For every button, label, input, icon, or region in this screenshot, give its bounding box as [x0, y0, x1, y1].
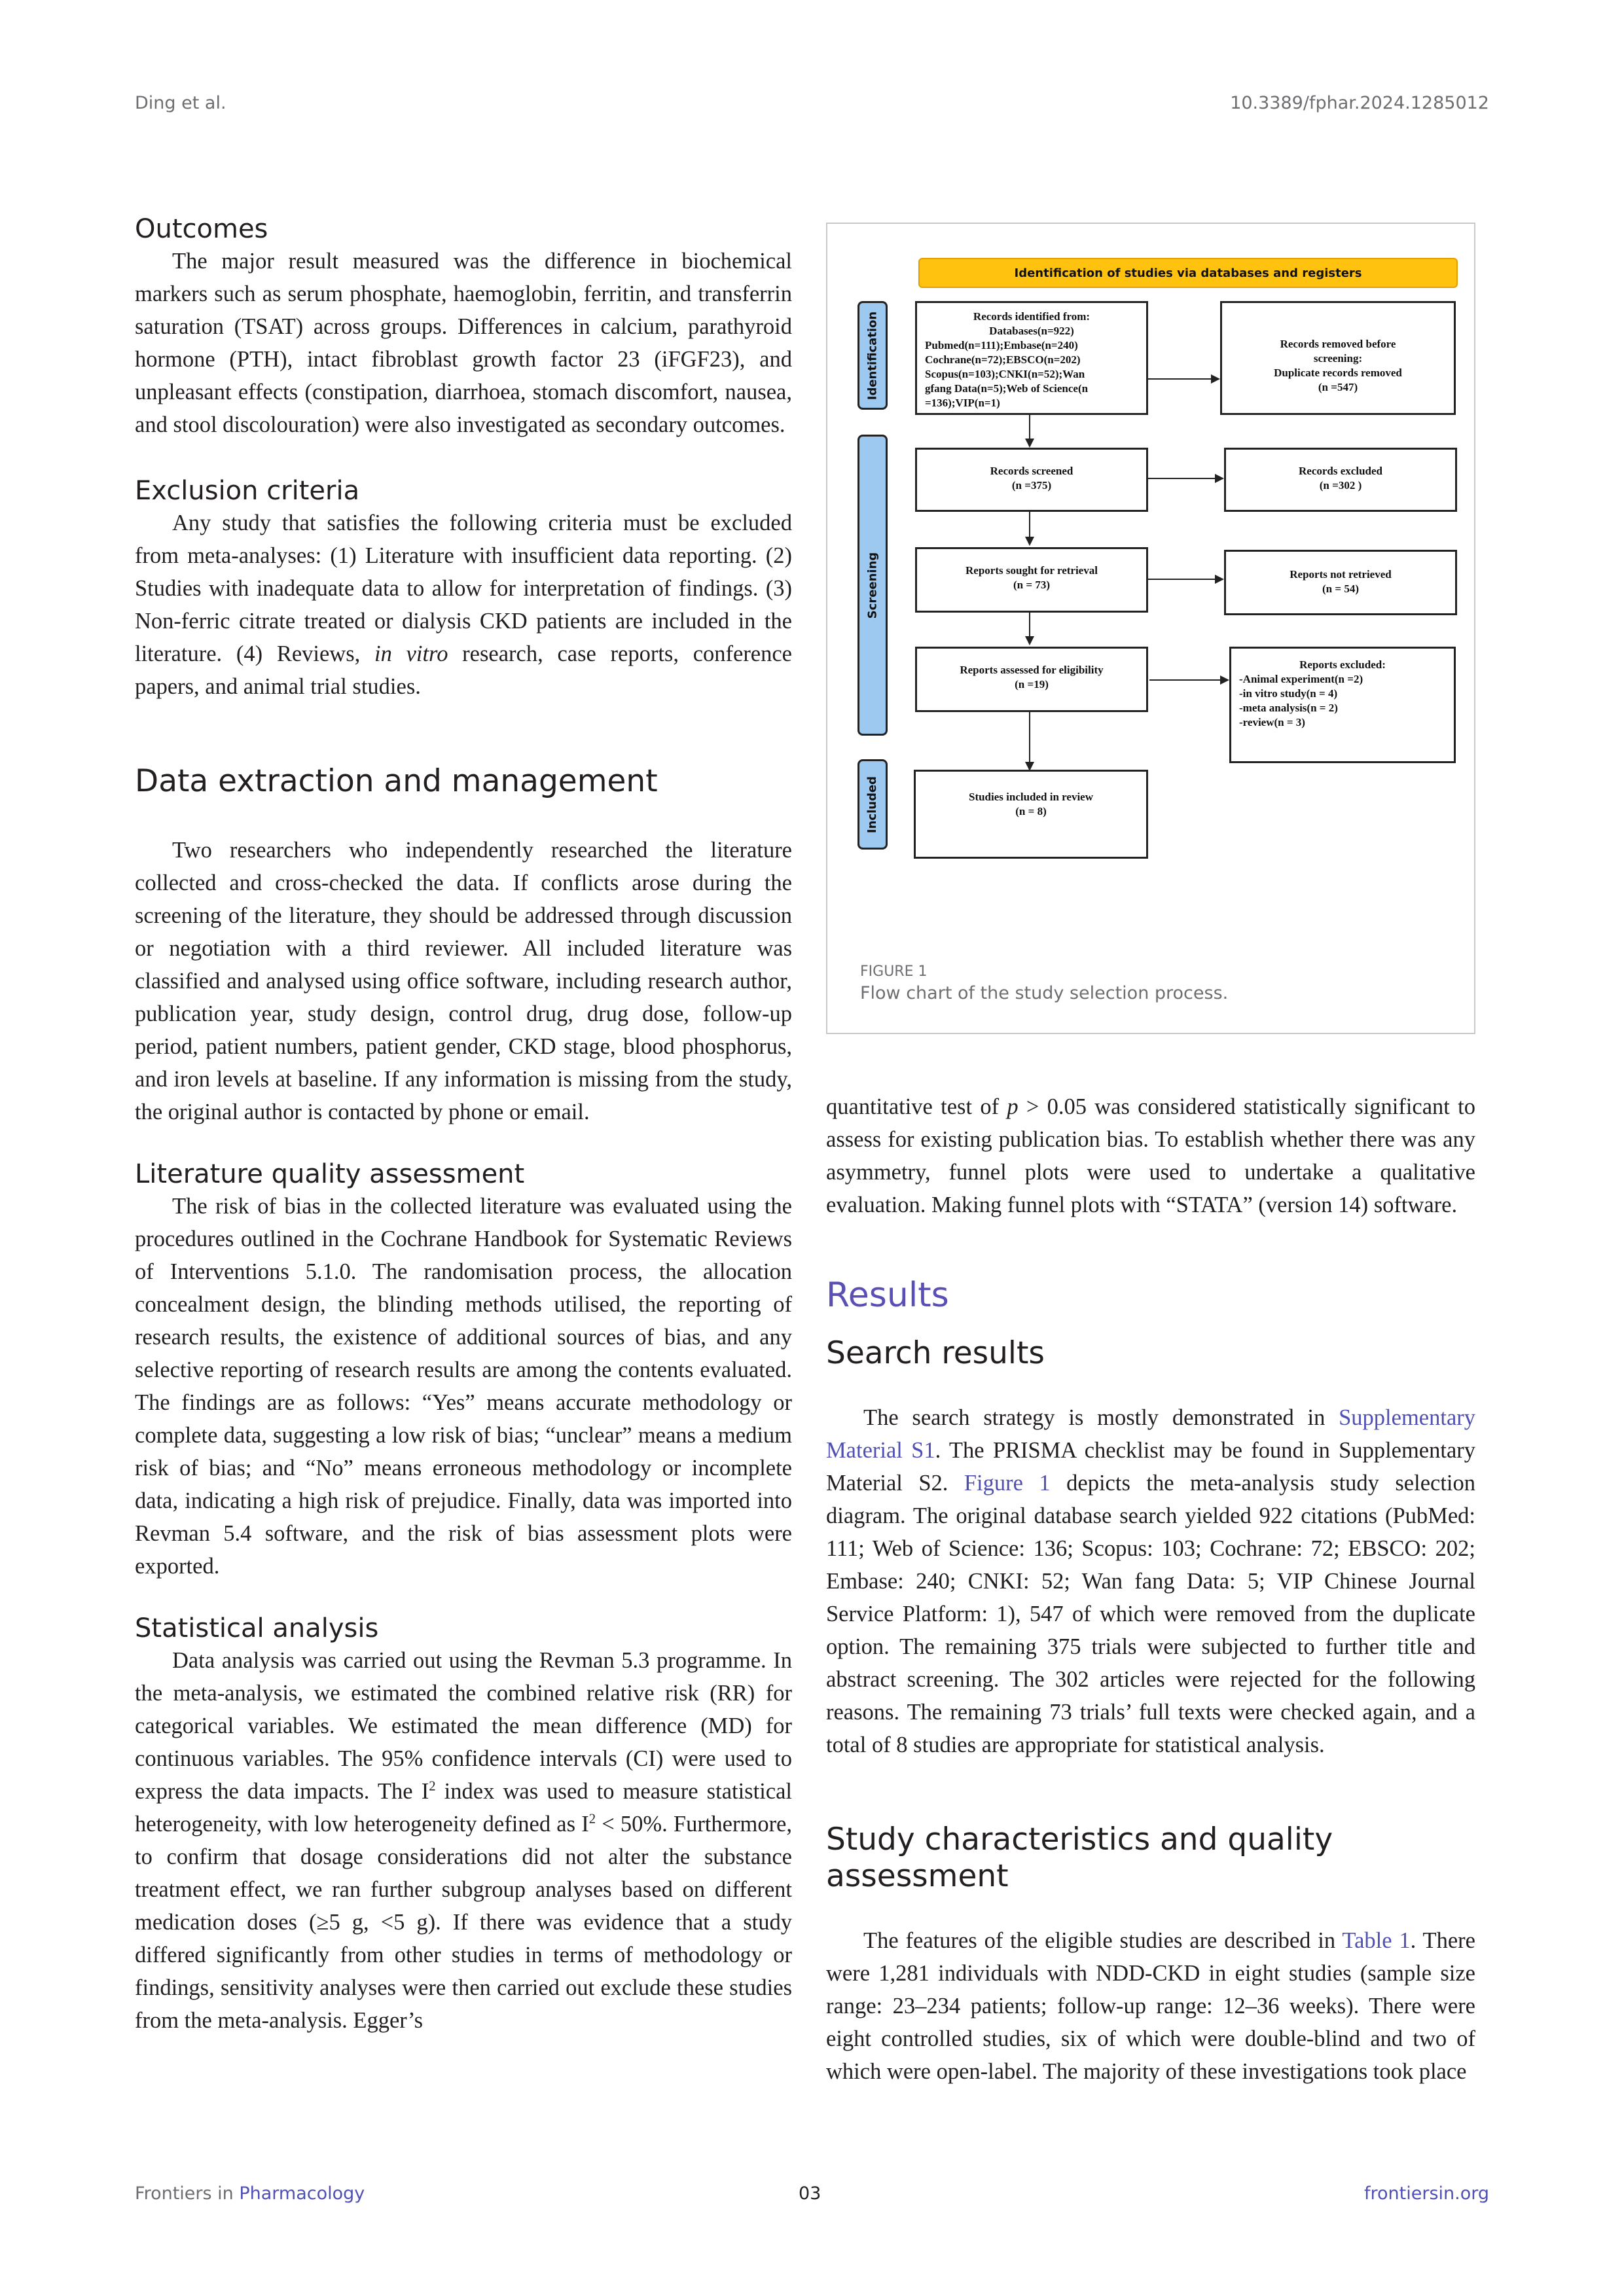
heading-search-results: Search results [826, 1335, 1045, 1372]
footer-website-link[interactable]: frontiersin.org [1364, 2183, 1489, 2204]
text-span: . There were 1,281 individuals with NDD-CKD in eight studies (sample size range: 23–234 patients; follow-up range: 12–36 weeks). There were eight controlled studies, six of which were double-blind and two of which were open-label. The majority of these investigations took place [826, 1928, 1475, 2084]
box-records-removed [1220, 301, 1456, 415]
box-title: Reports assessed for eligibility [960, 664, 1104, 676]
connector-line [1149, 679, 1221, 681]
box-count: (n =302 ) [1319, 479, 1362, 492]
box-line: -review(n = 3) [1239, 716, 1305, 728]
running-head-doi: 10.3389/fphar.2024.1285012 [1230, 93, 1489, 113]
text-span: The features of the eligible studies are described in [863, 1928, 1343, 1953]
running-head-authors: Ding et al. [135, 93, 226, 113]
heading-exclusion-criteria: Exclusion criteria [135, 476, 360, 506]
section-study-characteristics [826, 1821, 1475, 2088]
box-title: Studies included in review [968, 791, 1094, 803]
paragraph-outcomes: The major result measured was the difference in biochemical markers such as serum phosphate, haemoglobin, ferritin, and transferrin saturation (TSAT) across groups. Differences in calcium, parathyroid hormone (PTH), intact fibroblast growth factor 23 (iFGF23), and unpleasant effects (constipation, diarrhoea, stomach discomfort, nausea, and stool discolouration) were also investigated as secondary outcomes. [135, 249, 792, 437]
stage-label: Identification [865, 311, 880, 400]
box-reports-assessed [915, 647, 1148, 712]
text-span: < 50%. Furthermore, to confirm that dosage considerations did not alter the substance treatment effect, we ran further subgroup analyses based on different medication doses (≥5 g, <5 g). If there was evidence that a study differed significantly from other studies in terms of methodology or findings, sensitivity analyses were then carried out exclude these studies from the meta-analysis. Egger’s [135, 1812, 792, 2034]
text-span: . The PRISMA checklist may be found in Supplementary Material S2. [826, 1437, 1476, 1496]
stage-label: Included [865, 776, 880, 833]
heading-study-characteristics: Study characteristics and quality assessment [826, 1821, 1333, 1895]
text-span: Data analysis was carried out using the Revman 5.3 programme. In the meta-analysis, we estimated the combined relative risk (RR) for categorical variables. We estimated the mean difference (MD) for continuous variables. The 95% confidence intervals (CI) were used to express the data impacts. The I [135, 1648, 792, 1804]
box-reports-excluded [1229, 647, 1456, 763]
box-line: Pubmed(n=111);Embase(n=240) [925, 339, 1078, 351]
box-records-screened [915, 448, 1148, 512]
box-line: =136);VIP(n=1) [925, 397, 1000, 409]
box-line: gfang Data(n=5);Web of Science(n [925, 382, 1089, 395]
paragraph-egger-continuation [826, 1090, 1475, 1221]
box-records-identified [915, 301, 1148, 415]
section-statistical-analysis [135, 1613, 792, 2037]
box-title: Reports excluded: [1299, 658, 1386, 671]
stage-screening [857, 435, 888, 736]
box-line: -in vitro study(n = 4) [1239, 687, 1338, 700]
box-line: screening: [1313, 352, 1363, 365]
box-line: (n =547) [1318, 381, 1358, 393]
paragraph-study-characteristics [826, 1924, 1475, 2088]
section-search-results [826, 1335, 1475, 1761]
box-title: Records excluded [1299, 465, 1382, 477]
box-line: Records removed before [1280, 338, 1396, 350]
paragraph-exclusion-criteria [135, 507, 792, 703]
text-span: index was used to measure statistical heterogeneity, with low heterogeneity defined as I [135, 1779, 792, 1837]
figure-caption: Flow chart of the study selection process. [860, 983, 1229, 1003]
box-title: Reports sought for retrieval [965, 564, 1098, 577]
arrow-down-icon [1025, 439, 1034, 448]
connector-line [1148, 579, 1216, 580]
footer-journal [135, 2183, 365, 2204]
heading-statistical-analysis: Statistical analysis [135, 1613, 379, 1644]
arrow-right-icon [1215, 474, 1224, 483]
section-outcomes [135, 213, 792, 441]
superscript: 2 [429, 1779, 436, 1794]
heading-outcomes: Outcomes [135, 214, 268, 244]
stage-included [857, 759, 888, 850]
paragraph-data-extraction: Two researchers who independently researched the literature collected and cross-checked the data. If conflicts arose during the screening of the literature, they should be addressed through discussion or negotiation with a third reviewer. All included literature was classified and analysed using office software, including research author, publication year, study design, control drug, drug dose, follow-up period, patient numbers, patient gender, CKD stage, blood phosphorus, and iron levels at baseline. If any information is missing from the study, the original author is contacted by phone or email. [135, 838, 792, 1125]
text-span: depicts the meta-analysis study selection diagram. The original database search yielded 922 citations (PubMed: 111; Web of Science: 136; Scopus: 103; Cochrane: 72; EBSCO: 202; Embase: 240; CNKI: 52; Wan fang Data: 5; VIP Chinese Journal Service Platform: 1), 547 of which were removed from the duplicate option. The remaining 375 trials were subjected to further title and abstract screening. The 302 articles were rejected for the following reasons. The remaining 73 trials’ full texts were checked again, and a total of 8 studies are appropriate for statistical analysis. [826, 1470, 1476, 1757]
box-reports-sought [915, 547, 1148, 613]
flowchart-banner: Identification of studies via databases and registers [918, 258, 1458, 288]
box-records-excluded [1224, 448, 1457, 512]
box-count: (n = 54) [1322, 583, 1359, 595]
heading-results: Results [826, 1276, 949, 1315]
figure-label: FIGURE 1 [860, 963, 928, 980]
link-supplementary-material-s1[interactable]: Supplementary Material S1 [826, 1405, 1475, 1463]
text-span: quantitative test of [826, 1094, 1007, 1119]
italic-p: p [1007, 1094, 1019, 1119]
heading-quality-assessment: Literature quality assessment [135, 1159, 525, 1190]
box-count: (n =375) [1011, 479, 1052, 492]
arrow-down-icon [1025, 636, 1034, 645]
box-line: Duplicate records removed [1274, 367, 1402, 379]
stage-label: Screening [865, 552, 880, 619]
heading-data-extraction: Data extraction and management [135, 763, 658, 799]
page-number: 03 [799, 2183, 821, 2204]
footer-journal-name[interactable]: Pharmacology [239, 2183, 365, 2204]
section-data-extraction [135, 763, 792, 1128]
paragraph-quality-assessment: The risk of bias in the collected literature was evaluated using the procedures outlined in the Cochrane Handbook for Systematic Reviews of Interventions 5.1.0. The randomisation process, the allocation concealment design, the blinding methods utilised, the reporting of research results, the existence of additional sources of bias, and any selective reporting of research results are among the contents evaluated. The findings are as follows: “Yes” means accurate methodology or complete data, suggesting a low risk of bias; “unclear” means a medium risk of bias; and “No” means erroneous methodology or incomplete data, indicating a high risk of prejudice. Finally, data was imported into Revman 5.4 software, and the risk of bias assessment plots were exported. [135, 1194, 792, 1579]
box-line: Scopus(n=103);CNKI(n=52);Wan [925, 368, 1085, 380]
text-span: Any study that satisfies the following criteria must be excluded from meta-analyses: (1) Literature with insufficient data reporting. (2) Studies with inadequate data to allow for interpretation of findings. (3) Non-ferric citrate treated or dialysis CKD patients are included in the literature. (4) Reviews, [135, 511, 792, 666]
left-column [135, 213, 792, 2037]
link-figure-1[interactable]: Figure 1 [964, 1470, 1051, 1496]
box-studies-included [914, 770, 1148, 859]
connector-line [1029, 712, 1030, 764]
box-count: (n = 8) [1015, 805, 1047, 817]
text-span: > 0.05 was considered statistically significant to assess for existing publication bias. To establish whether there was any asymmetry, funnel plots were used to undertake a qualitative evaluation. Making funnel plots with “STATA” (version 14) software. [826, 1094, 1475, 1217]
box-title: Reports not retrieved [1290, 568, 1392, 581]
box-title: Records screened [990, 465, 1074, 477]
stage-identification [857, 301, 888, 410]
box-title: Records identified from: [973, 310, 1091, 323]
section-quality-assessment [135, 1158, 792, 1583]
link-table-1[interactable]: Table 1 [1342, 1928, 1411, 1953]
paragraph-search-results [826, 1401, 1475, 1761]
superscript: 2 [588, 1812, 596, 1827]
text-span: research, case reports, conference papers, and animal trial studies. [135, 641, 792, 699]
connector-line [1029, 415, 1030, 441]
box-line: Databases(n=922) [989, 325, 1074, 337]
connector-line [1148, 478, 1216, 479]
arrow-right-icon [1211, 374, 1220, 384]
arrow-right-icon [1215, 575, 1224, 584]
figure-1-prisma-flowchart [826, 223, 1475, 1034]
arrow-right-icon [1220, 675, 1229, 685]
italic-in-vitro: in vitro [374, 641, 448, 666]
connector-line [1029, 512, 1030, 539]
box-line: -meta analysis(n = 2) [1239, 702, 1338, 714]
section-exclusion-criteria [135, 475, 792, 703]
box-count: (n =19) [1015, 678, 1049, 691]
box-reports-not-retrieved [1224, 550, 1457, 615]
text-span: The search strategy is mostly demonstrated in [863, 1405, 1339, 1430]
connector-line [1148, 378, 1212, 380]
box-line: Cochrane(n=72);EBSCO(n=202) [925, 353, 1081, 366]
footer-journal-prefix: Frontiers in [135, 2183, 240, 2204]
right-column [826, 1090, 1475, 2088]
box-count: (n = 73) [1013, 579, 1050, 591]
box-line: -Animal experiment(n =2) [1239, 673, 1363, 685]
connector-line [1029, 613, 1030, 639]
paragraph-statistical-analysis [135, 1644, 792, 2037]
arrow-down-icon [1025, 537, 1034, 546]
